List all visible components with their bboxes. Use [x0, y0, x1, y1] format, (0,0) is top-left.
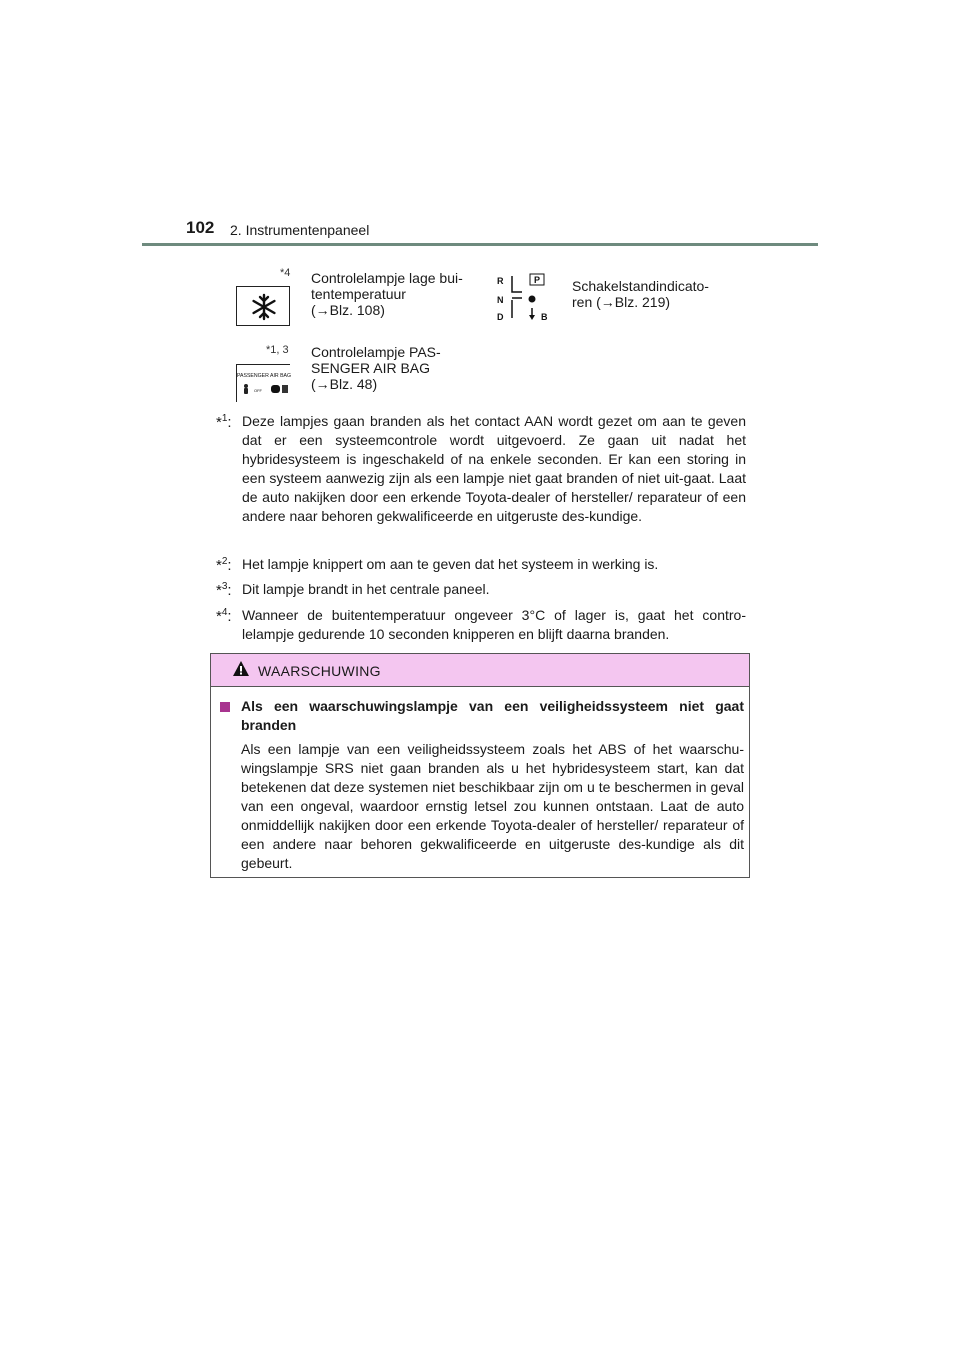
- footnote-text: Deze lampjes gaan branden als het contact AAN wordt gezet om aan te geven dat er een systeemcontrole wordt uitgevoerd. Ze gaan uit nadat het hybridesysteem is ingeschakeld of na enkele seconden. Er kan een storing in een systeem aanwezig zijn als een lampje niet gaat branden of niet uit-gaat. Laat de auto nakijken door een erkende Toyota-dealer of hersteller/ reparateur of een andere naar behoren gekwalificeerde en uitgeruste des-kundige.: [242, 413, 746, 524]
- warning-item-heading: Als een waarschuwingslampje van een veiligheidssysteem niet gaat branden: [241, 698, 744, 733]
- warning-item-text: Als een lampje van een veiligheidssysteem zoals het ABS of het waarschu-wingslampje SRS niet gaan branden als u het hybridesysteem start, kan dat betekenen dat deze systemen niet beschikbaar zijn om u te beschermen in geval van een ongeval, waardoor ernstig letsel zou kunnen ontstaan. Laat de auto onmiddellijk nakijken door een erkende Toyota-dealer of hersteller/ reparateur of een andere naar behoren gekwalificeerde en uitgeruste des-kundige als dit gebeurt.: [241, 741, 744, 871]
- low-temp-label-text: Controlelampje lage bui- tentemperatuur (→Blz. 108): [311, 270, 463, 318]
- warning-triangle-icon: [232, 660, 250, 677]
- passenger-airbag-label: [311, 344, 486, 392]
- footnote-text: Wanneer de buitentemperatuur ongeveer 3°C of lager is, gaat het contro-lelampje gedurende 10 seconden knipperen en blijft daarna branden.: [242, 607, 746, 642]
- airbag-icon-text: PASSENGER AIR BAG: [237, 373, 291, 379]
- snowflake-icon: [236, 286, 290, 326]
- footnote-marker: *$^2$:: [216, 556, 232, 574]
- warning-title: WAARSCHUWING: [258, 663, 381, 679]
- footnote-marker: *$^3$:: [216, 581, 232, 599]
- low-temp-indicator-label: [311, 270, 486, 318]
- section-title: 2. Instrumentenpaneel: [230, 222, 370, 238]
- shift-position-label-text: Schakelstandindicato- ren (→Blz. 219): [572, 278, 709, 310]
- footnote-mark: *1, 3: [266, 344, 289, 356]
- svg-text:D: D: [497, 312, 504, 322]
- passenger-airbag-icon: [236, 364, 290, 402]
- page-number: 102: [186, 218, 215, 237]
- warning-item: [220, 697, 744, 873]
- svg-text:B: B: [541, 312, 548, 322]
- footnote-1: [216, 412, 746, 526]
- header-divider: [142, 243, 818, 246]
- footnote-text: Het lampje knippert om aan te geven dat het systeem in werking is.: [242, 556, 659, 572]
- footnote-marker: *$^1$:: [216, 413, 232, 431]
- square-bullet-icon: [220, 702, 230, 712]
- shift-position-icon: [494, 270, 552, 326]
- footnote-marker: *$^4$:: [216, 607, 232, 625]
- warning-header: [211, 654, 749, 687]
- svg-text:P: P: [534, 275, 541, 285]
- footnote-text: Dit lampje brandt in het centrale paneel.: [242, 581, 490, 597]
- svg-text:N: N: [497, 295, 504, 305]
- footnote-4: [216, 606, 746, 644]
- footnote-2: [216, 555, 746, 574]
- footnote-mark: *4: [280, 267, 291, 279]
- airbag-icon-off: OFF: [254, 388, 262, 393]
- svg-text:R: R: [497, 276, 504, 286]
- footnote-3: [216, 580, 746, 599]
- warning-box: [210, 653, 750, 878]
- passenger-airbag-label-text: Controlelampje PAS- SENGER AIR BAG (→Blz. 48): [311, 344, 441, 392]
- shift-position-label: [572, 278, 752, 310]
